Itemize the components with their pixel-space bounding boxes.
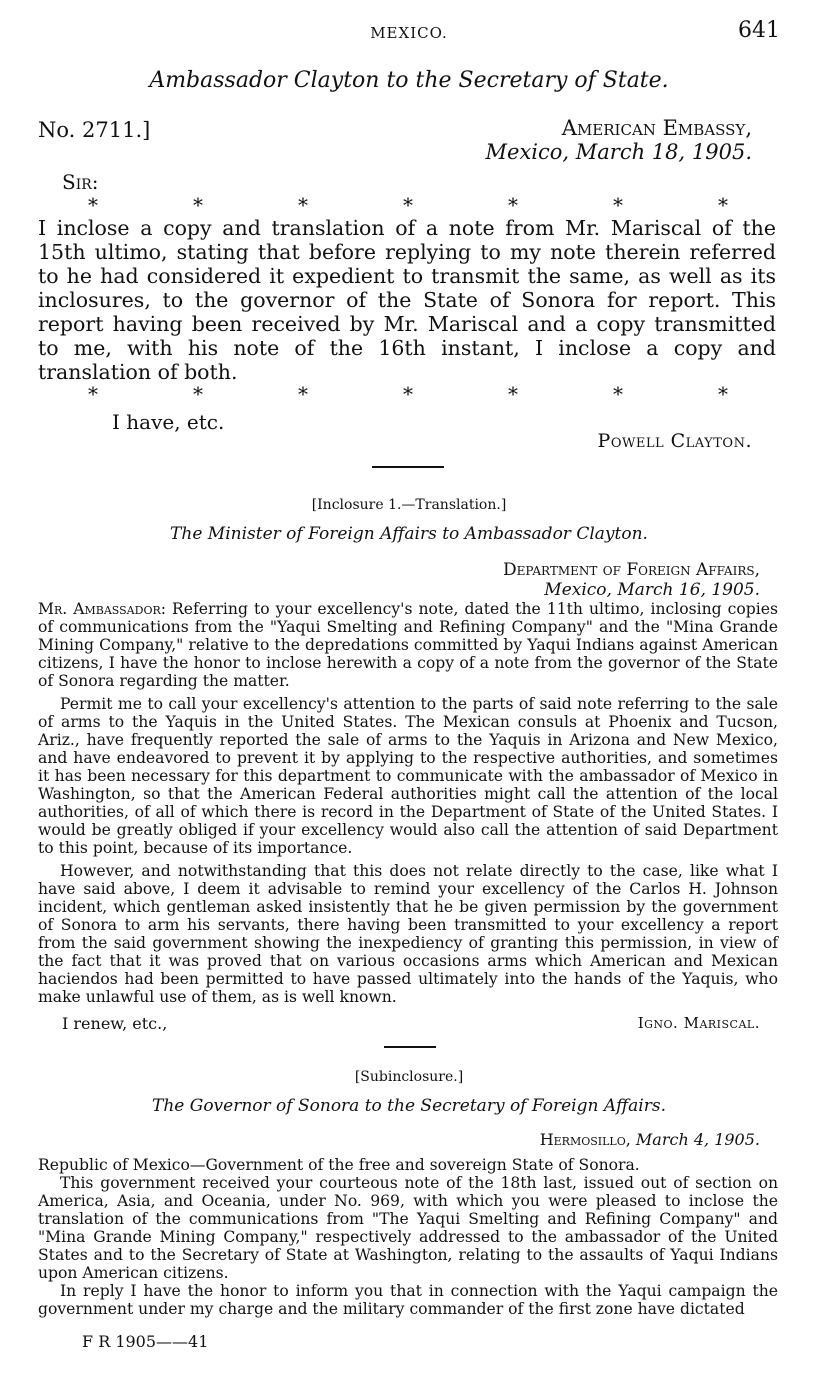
- inclosure-signature: Igno. Mariscal.: [637, 1014, 760, 1032]
- subinclosure-date: March 4, 1905.: [635, 1130, 760, 1149]
- star: *: [718, 382, 728, 406]
- subinclosure-paragraph: This government received your courteous note of the 18th last, issued out of section on America, Asia, and Oceania, under No. 969, with which you were pleased to inclose the translation of the communications from "The Yaqui Smelting and Refining Company" and "Mina Grande Mining Company," respectively addressed to the ambassador of the United States and to the Secretary of State at Washington, relating to the assaults of Yaqui Indians upon American citizens.: [38, 1174, 778, 1282]
- inclosure-closing: I renew, etc.,: [62, 1014, 168, 1033]
- inclosure-paragraph-text: Referring to your excellency's note, dated the 11th ultimo, inclosing copies of communications from the "Yaqui Smelting and Refining Company" and the "Mina Grande Mining Company," relative to the depredations committed by Yaqui Indians against American citizens, I have the honor to inclose herewith a copy of a note from the governor of the State of Sonora regarding the matter.: [38, 600, 778, 690]
- salutation: Sir:: [62, 170, 99, 194]
- inclosure-paragraph: [38, 600, 778, 690]
- letter-signature: Powell Clayton.: [597, 430, 752, 452]
- section-divider: [384, 1046, 436, 1048]
- star: *: [193, 382, 203, 406]
- star: *: [88, 382, 98, 406]
- dispatch-number: No. 2711.]: [38, 118, 151, 142]
- star: *: [403, 382, 413, 406]
- star: *: [613, 193, 623, 217]
- ellipsis-stars-top: [88, 193, 728, 217]
- running-head: MEXICO.: [370, 24, 448, 42]
- inclosure-paragraph: However, and notwithstanding that this does not relate directly to the case, like what I have said above, I deem it advisable to remind your excellency of the Carlos H. Johnson incident, which gentleman asked insistently that he be given permission by the government of Sonora to arm his servants, there having been transmitted to your excellency a report from the said government showing the inexpediency of granting this permission, in view of the fact that it was proved that on various occasions arms which American and Mexican haciendos had been permitted to have passed ultimately into the hands of the Yaquis, who make unlawful use of them, as is well known.: [38, 862, 778, 1006]
- star: *: [508, 193, 518, 217]
- star: *: [508, 382, 518, 406]
- inclosure-title: The Minister of Foreign Affairs to Ambassador Clayton.: [170, 524, 648, 544]
- star: *: [403, 193, 413, 217]
- subinclosure-paragraph: Republic of Mexico—Government of the free and sovereign State of Sonora.: [38, 1156, 640, 1174]
- star: *: [298, 382, 308, 406]
- letter-body: I inclose a copy and translation of a note from Mr. Mariscal of the 15th ultimo, stating that before replying to my note therein referred to he had considered it expedient to transmit the same, as well as its inclosures, to the governor of the State of Sonora for report. This report having been received by Mr. Mariscal and a copy transmitted to me, with his note of the 16th instant, I inclose a copy and translation of both.: [38, 216, 776, 384]
- star: *: [298, 193, 308, 217]
- inclosure-label: [Inclosure 1.—Translation.]: [311, 497, 507, 513]
- inclosure-paragraph: Permit me to call your excellency's attention to the parts of said note referring to the sale of arms to the Yaquis in the United States. The Mexican consuls at Phoenix and Tucson, Ariz., have frequently reported the sale of arms to the Yaquis in Arizona and New Mexico, and have endeavored to prevent it by applying to the respective authorities, and sometimes it has been necessary for this department to communicate with the ambassador of Mexico in Washington, so that the American Federal authorities might call the attention of the local authorities, of all of which there is record in the Department of State of the United States. I would be greatly obliged if your excellency would also call the attention of said Department to this point, because of its importance.: [38, 695, 778, 857]
- star: *: [88, 193, 98, 217]
- embassy-name: American Embassy,: [561, 116, 752, 140]
- department-date: Mexico, March 16, 1905.: [544, 580, 760, 600]
- section-divider: [372, 466, 444, 468]
- department-heading: [380, 560, 760, 600]
- signature-mark: F R 1905——41: [82, 1332, 209, 1351]
- star: *: [718, 193, 728, 217]
- letter-closing: I have, etc.: [112, 410, 225, 434]
- subinclosure-paragraph: In reply I have the honor to inform you that in connection with the Yaqui campaign the government under my charge and the military commander of the first zone have dictated: [38, 1282, 778, 1318]
- star: *: [193, 193, 203, 217]
- subinclosure-place: Hermosillo,: [539, 1130, 631, 1149]
- embassy-date: Mexico, March 18, 1905.: [485, 140, 752, 164]
- subinclosure-title: The Governor of Sonora to the Secretary of Foreign Affairs.: [151, 1096, 666, 1116]
- page-number: 641: [738, 18, 780, 43]
- embassy-heading: [380, 116, 752, 164]
- letter-title: Ambassador Clayton to the Secretary of State.: [149, 68, 669, 93]
- inclosure-salutation: Mr. Ambassador:: [38, 600, 166, 618]
- department-name: Department of Foreign Affairs,: [503, 560, 760, 580]
- star: *: [613, 382, 623, 406]
- ellipsis-stars-bottom: [88, 382, 728, 406]
- subinclosure-dateline: [420, 1130, 760, 1149]
- subinclosure-label: [Subinclosure.]: [354, 1069, 464, 1085]
